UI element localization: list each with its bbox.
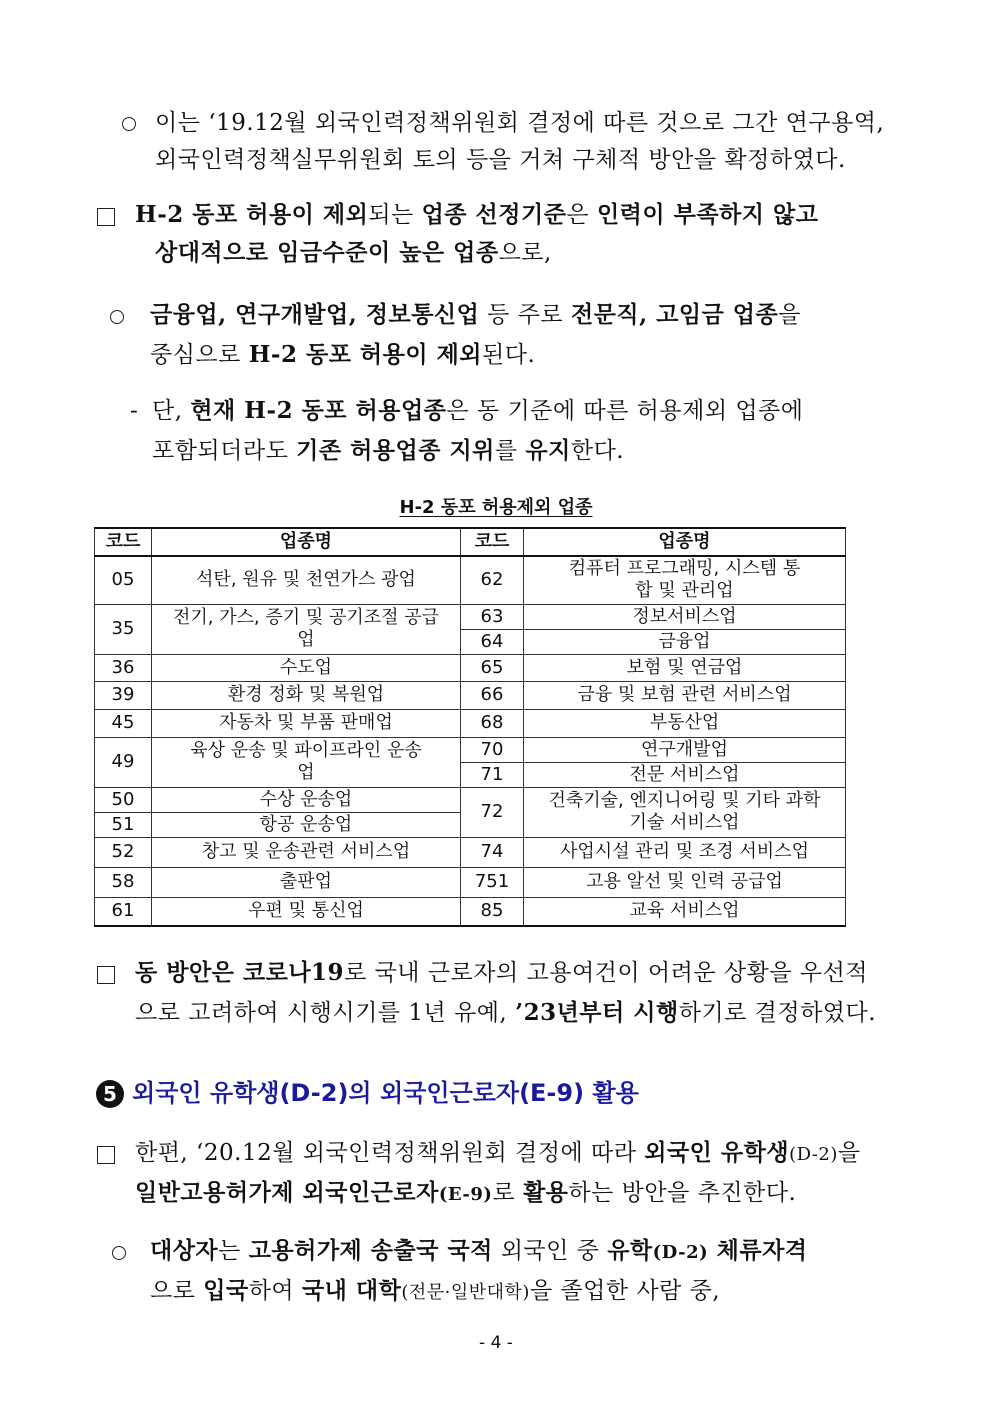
para2-text: 은 <box>566 202 597 228</box>
cell-code: 39 <box>95 681 152 709</box>
cell-code: 58 <box>95 867 152 897</box>
cell-name: 석탄, 원유 및 천연가스 광업 <box>152 556 461 604</box>
para6-text: (D-2) <box>789 1144 838 1165</box>
header-name-right: 업종명 <box>524 528 846 556</box>
para3-emph: 금융업, 연구개발업, 정보통신업 <box>150 301 480 328</box>
para7-emph: 유학 <box>607 1237 653 1264</box>
para6-emph: (E-9) <box>438 1184 493 1205</box>
para2-emph: 인력이 부족하지 않고 <box>596 201 819 228</box>
cell-code: 74 <box>461 837 524 867</box>
section-heading <box>96 1073 639 1108</box>
cell-name: 금융업 <box>524 629 846 654</box>
cell-code: 45 <box>95 709 152 737</box>
header-code-right: 코드 <box>461 528 524 556</box>
para6-text: 하는 방안을 추진한다. <box>568 1180 797 1206</box>
square-bullet-icon <box>97 966 115 984</box>
para3-text: 된다. <box>482 342 536 368</box>
para5-emph: 동 방안은 코로나19 <box>135 959 345 986</box>
circle-bullet-icon <box>112 1246 126 1260</box>
cell-name: 교육 서비스업 <box>524 897 846 926</box>
header-name-left: 업종명 <box>152 528 461 556</box>
cell-name: 금융 및 보험 관련 서비스업 <box>524 681 846 709</box>
cell-name: 고용 알선 및 인력 공급업 <box>524 867 846 897</box>
para7-line1 <box>150 1236 808 1268</box>
para4-line1 <box>152 396 804 426</box>
table-title-text: H-2 동포 허용제외 업종 <box>399 497 593 518</box>
para6-text: 로 <box>492 1180 523 1206</box>
para2-emph: H-2 동포 허용이 제외 <box>135 201 369 228</box>
para6-text: 한편, ‘20.12월 외국인력정책위원회 결정에 따라 <box>135 1140 645 1166</box>
table-row <box>95 787 846 812</box>
para4-text: 단, <box>152 398 191 424</box>
para2-text: 되는 <box>368 202 422 228</box>
para6-line1 <box>135 1138 861 1170</box>
cell-name: 환경 정화 및 복원업 <box>152 681 461 709</box>
cell-name: 전문 서비스업 <box>524 762 846 787</box>
para5-text: 로 국내 근로자의 고용여건이 어려운 상황을 우선적 <box>344 960 869 986</box>
cell-code: 35 <box>95 604 152 654</box>
para6-emph: 일반고용허가제 외국인근로자 <box>135 1179 439 1206</box>
para7-emph: 대상자 <box>150 1237 219 1264</box>
para4-line2 <box>152 436 624 466</box>
para7-text: 는 <box>218 1238 249 1264</box>
cell-code: 50 <box>95 787 152 812</box>
table-row <box>95 737 846 762</box>
table-row <box>95 604 846 629</box>
para5-line2 <box>135 998 876 1028</box>
para5-emph: ’23년부터 시행 <box>515 999 679 1026</box>
cell-name: 전기, 가스, 증기 및 공기조절 공급업 <box>152 604 461 654</box>
para6-emph: 외국인 유학생 <box>644 1139 790 1166</box>
para3-line2 <box>150 340 535 370</box>
para4-text: 를 <box>494 438 526 464</box>
square-bullet-icon <box>97 208 115 226</box>
page-number: - 4 - <box>479 1333 513 1353</box>
industry-table <box>94 527 846 927</box>
para3-line1 <box>150 300 801 330</box>
cell-code: 62 <box>461 556 524 604</box>
table-row <box>95 654 846 681</box>
cell-code: 05 <box>95 556 152 604</box>
para6-text: 을 <box>837 1140 861 1166</box>
cell-name: 컴퓨터 프로그래밍, 시스템 통합 및 관리업 <box>524 556 846 604</box>
para7-line2 <box>150 1276 720 1308</box>
para7-emph: 고용허가제 송출국 국적 <box>248 1237 493 1264</box>
cell-code: 85 <box>461 897 524 926</box>
cell-name: 건축기술, 엔지니어링 및 기타 과학기술 서비스업 <box>524 787 846 837</box>
para3-emph: H-2 동포 허용이 제외 <box>248 341 483 368</box>
cell-code: 71 <box>461 762 524 787</box>
table-title <box>0 493 992 519</box>
table-row <box>95 681 846 709</box>
cell-code: 751 <box>461 867 524 897</box>
cell-name: 항공 운송업 <box>152 812 461 837</box>
cell-code: 68 <box>461 709 524 737</box>
dash-bullet: - <box>130 398 138 424</box>
para2-line1 <box>135 200 818 230</box>
para3-text: 을 <box>778 302 801 328</box>
para4-emph: 기존 허용업종 지위 <box>296 437 495 464</box>
cell-name: 수도업 <box>152 654 461 681</box>
para7-emph: 입국 <box>203 1277 249 1304</box>
circle-bullet-icon <box>122 117 136 131</box>
cell-name: 자동차 및 부품 판매업 <box>152 709 461 737</box>
para1-line2: 외국인력정책실무위원회 토의 등을 거쳐 구체적 방안을 확정하였다. <box>155 147 846 173</box>
cell-code: 63 <box>461 604 524 629</box>
para2-emph: 상대적으로 임금수준이 높은 업종 <box>155 239 499 266</box>
para7-emph: (D-2) <box>652 1242 709 1263</box>
cell-code: 65 <box>461 654 524 681</box>
cell-name: 연구개발업 <box>524 737 846 762</box>
cell-code: 49 <box>95 737 152 787</box>
cell-name: 출판업 <box>152 867 461 897</box>
square-bullet-icon <box>97 1146 115 1164</box>
para3-text: 중심으로 <box>150 342 249 368</box>
cell-code: 72 <box>461 787 524 837</box>
table-row <box>95 897 846 926</box>
para7-text: 을 졸업한 사람 중, <box>529 1278 721 1304</box>
para2-text: 으로, <box>498 240 552 266</box>
para7-text: 하여 <box>248 1278 302 1304</box>
cell-name: 우편 및 통신업 <box>152 897 461 926</box>
para4-text: 한다. <box>570 438 625 464</box>
cell-name: 정보서비스업 <box>524 604 846 629</box>
para6-line2 <box>135 1178 796 1210</box>
cell-code: 52 <box>95 837 152 867</box>
para4-emph: 유지 <box>525 437 571 464</box>
table-header-row <box>95 528 846 556</box>
cell-name: 부동산업 <box>524 709 846 737</box>
para7-text: 외국인 중 <box>492 1238 608 1264</box>
para7-emph: 체류자격 <box>708 1237 808 1264</box>
para5-line1 <box>135 958 868 988</box>
cell-name: 사업시설 관리 및 조경 서비스업 <box>524 837 846 867</box>
cell-name: 육상 운송 및 파이프라인 운송업 <box>152 737 461 787</box>
cell-code: 36 <box>95 654 152 681</box>
table-row <box>95 867 846 897</box>
para3-text: 등 주로 <box>479 302 571 328</box>
para6-emph: 활용 <box>522 1179 569 1206</box>
para7-text: 으로 <box>150 1278 204 1304</box>
para4-text: 포함되더라도 <box>152 438 297 464</box>
cell-name: 창고 및 운송관련 서비스업 <box>152 837 461 867</box>
para1-line1: 이는 ‘19.12월 외국인력정책위원회 결정에 따른 것으로 그간 연구용역, <box>155 110 885 136</box>
circle-bullet-icon <box>110 310 124 324</box>
cell-code: 64 <box>461 629 524 654</box>
cell-name: 보험 및 연금업 <box>524 654 846 681</box>
section-heading-text: 외국인 유학생(D-2)의 외국인근로자(E-9) 활용 <box>132 1079 639 1107</box>
para7-text: (전문·일반대학) <box>401 1282 530 1303</box>
para7-emph: 국내 대학 <box>301 1277 402 1304</box>
para2-emph: 업종 선정기준 <box>421 201 567 228</box>
table-row <box>95 556 846 604</box>
cell-code: 70 <box>461 737 524 762</box>
table-row <box>95 837 846 867</box>
header-code-left: 코드 <box>95 528 152 556</box>
para2-line2 <box>155 238 552 268</box>
cell-code: 51 <box>95 812 152 837</box>
para5-text: 하기로 결정하였다. <box>678 1000 877 1026</box>
number-5-icon: 5 <box>96 1080 124 1108</box>
cell-code: 66 <box>461 681 524 709</box>
cell-name: 수상 운송업 <box>152 787 461 812</box>
para3-emph: 전문직, 고임금 업종 <box>570 301 779 328</box>
para4-text: 은 동 기준에 따른 허용제외 업종에 <box>446 398 804 424</box>
cell-code: 61 <box>95 897 152 926</box>
para5-text: 으로 고려하여 시행시기를 1년 유예, <box>135 1000 516 1026</box>
para4-emph: 현재 H-2 동포 허용업종 <box>190 397 447 424</box>
table-row <box>95 709 846 737</box>
